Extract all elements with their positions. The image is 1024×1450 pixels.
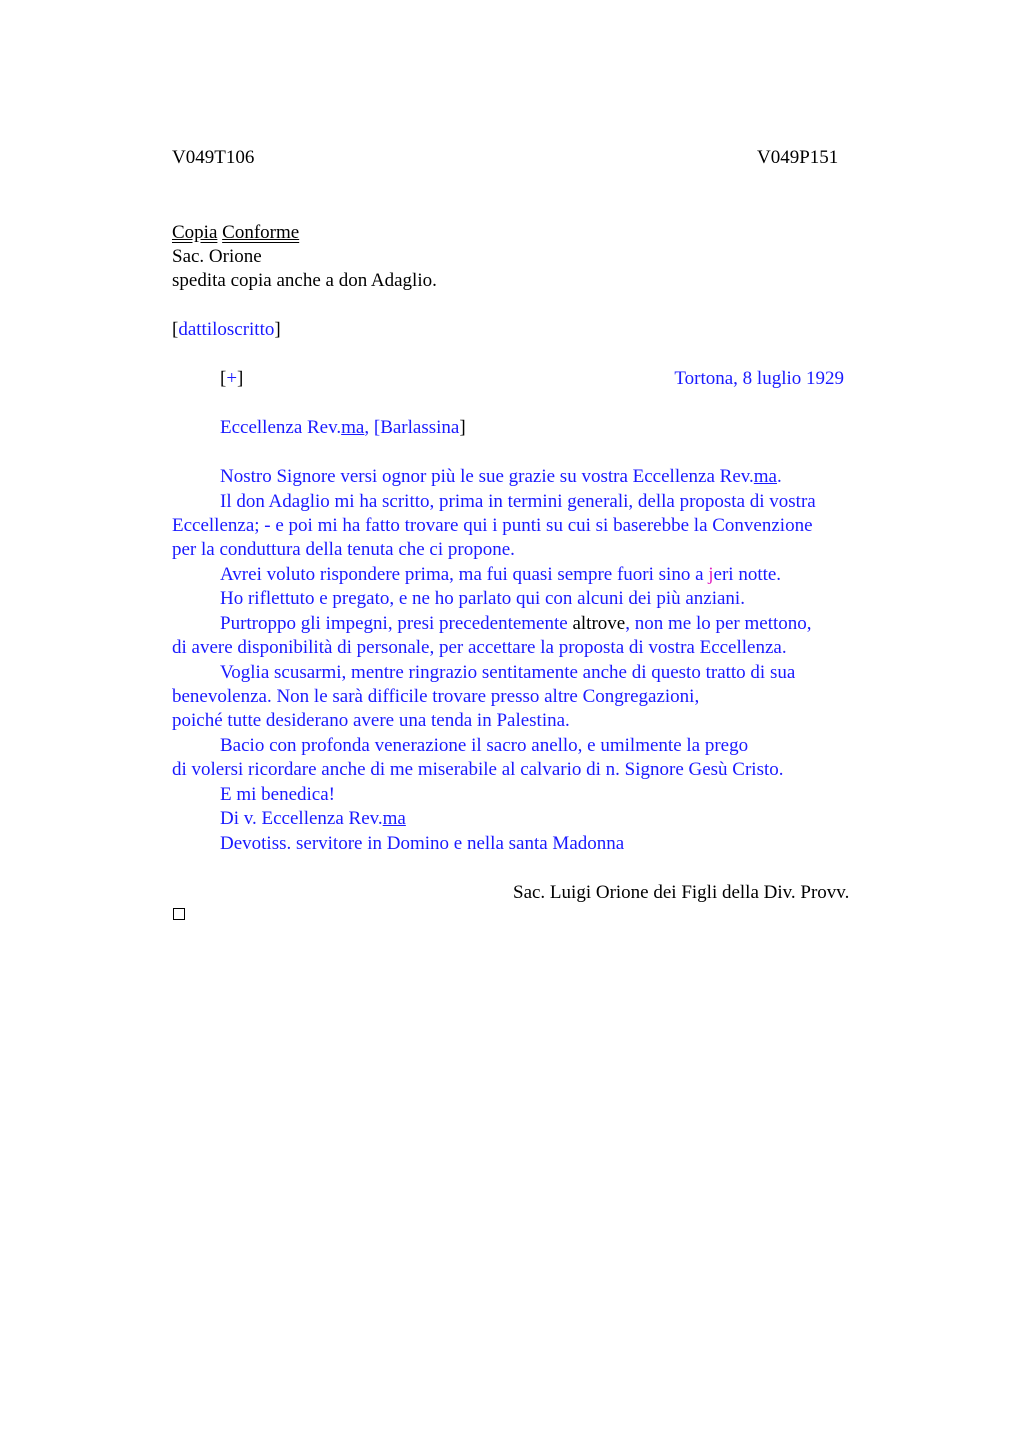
cross-mark (220, 367, 243, 391)
salutation-prefix: Eccellenza Rev. (220, 417, 342, 438)
body-line-1 (220, 465, 782, 489)
body-line-9: Voglia scusarmi, mentre ringrazio sentitamente anche di questo tratto di sua (220, 662, 796, 683)
body-line-7-a: Purtroppo gli impegni, presi precedentemente (220, 613, 573, 634)
body-line-5-j: j (708, 564, 714, 585)
sac-orione-line: Sac. Orione (172, 246, 262, 267)
body-line-1-ma: ma (753, 466, 777, 487)
end-square-icon (173, 908, 185, 920)
salutation-name: Barlassina (380, 417, 460, 438)
cross-bracket-close: ] (237, 368, 244, 389)
salutation-ma: ma (341, 417, 365, 438)
dattiloscritto-word: dattiloscritto (178, 319, 275, 340)
body-line-1-end: . (777, 466, 782, 487)
body-line-2: Il don Adaglio mi ha scritto, prima in termini generali, della proposta di vostra (220, 491, 816, 512)
copia-conforme-line (172, 221, 299, 245)
body-line-12: Bacio con profonda venerazione il sacro anello, e umilmente la prego (220, 735, 749, 756)
body-line-11: poiché tutte desiderano avere una tenda in Palestina. (172, 710, 570, 731)
place-date: Tortona, 8 luglio 1929 (674, 368, 844, 389)
bracket-close: ] (274, 319, 281, 340)
body-line-7 (220, 612, 812, 636)
copia-word: Copia (172, 222, 218, 243)
salutation-close: ] (459, 417, 466, 438)
body-line-1-text: Nostro Signore versi ognor più le sue grazie su vostra Eccellenza Rev. (220, 466, 754, 487)
body-line-3: Eccellenza; - e poi mi ha fatto trovare qui i punti su cui si baserebbe la Convenzione (172, 515, 813, 536)
body-line-15-text: Di v. Eccellenza Rev. (220, 808, 383, 829)
spedita-line: spedita copia anche a don Adaglio. (172, 270, 437, 291)
body-line-7-c: , non me lo per mettono, (625, 613, 812, 634)
body-line-6: Ho riflettuto e pregato, e ne ho parlato qui con alcuni dei più anziani. (220, 588, 745, 609)
body-line-15 (220, 807, 406, 831)
body-line-16: Devotiss. servitore in Domino e nella santa Madonna (220, 833, 625, 854)
signature: Sac. Luigi Orione dei Figli della Div. Provv. (513, 882, 850, 903)
cross-bracket-open: [ (220, 368, 227, 389)
body-line-4: per la conduttura della tenuta che ci propone. (172, 539, 515, 560)
cross-symbol: + (226, 368, 238, 389)
body-line-10: benevolenza. Non le sarà difficile trovare presso altre Congregazioni, (172, 686, 700, 707)
bracket-open: [ (172, 319, 179, 340)
body-line-5 (220, 563, 781, 587)
dattiloscritto-note (172, 318, 281, 342)
page-code-right: V049P151 (757, 147, 839, 168)
body-line-15-ma: ma (382, 808, 406, 829)
document-code-left: V049T106 (172, 147, 255, 168)
body-line-14: E mi benedica! (220, 784, 336, 805)
body-line-7-b: altrove (572, 613, 626, 634)
body-line-5-a: Avrei voluto rispondere prima, ma fui quasi sempre fuori sino a (220, 564, 709, 585)
conforme-word: Conforme (222, 222, 300, 243)
salutation-comma: , [ (364, 417, 381, 438)
body-line-8: di avere disponibilità di personale, per accettare la proposta di vostra Eccellenza. (172, 637, 787, 658)
body-line-13: di volersi ricordare anche di me miserabile al calvario di n. Signore Gesù Cristo. (172, 759, 784, 780)
salutation (220, 416, 466, 440)
body-line-5-b: eri notte. (713, 564, 782, 585)
